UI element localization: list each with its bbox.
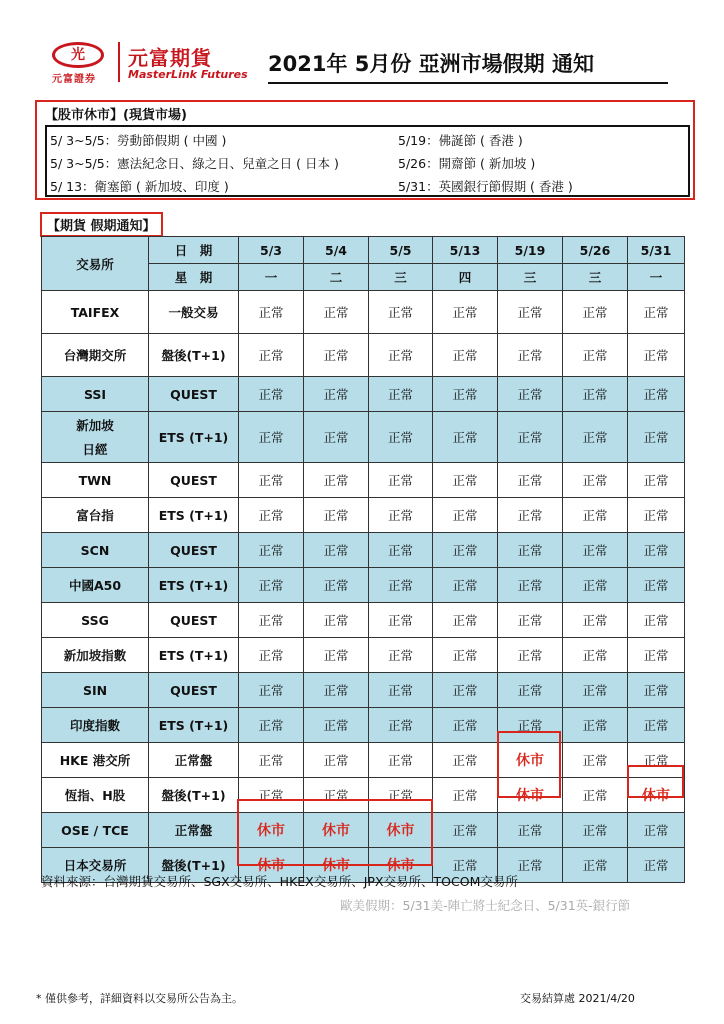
status-open: 正常 [628,603,685,638]
table-row [42,334,685,377]
status-open: 正常 [304,412,369,463]
closure-highlight-hke-0531 [627,765,684,798]
status-open: 正常 [498,568,563,603]
status-open: 正常 [304,291,369,334]
status-open: 正常 [239,603,304,638]
status-open: 正常 [239,638,304,673]
status-open: 正常 [433,813,498,848]
status-open: 正常 [498,813,563,848]
status-open: 正常 [239,463,304,498]
status-open: 正常 [433,778,498,813]
exchange-name-text: 台灣期交所 [63,348,127,363]
exchange-name-text: 印度指數 [69,718,120,733]
exchange-name-text: 新加坡 [76,418,114,433]
status-closed: 休市 [304,848,369,883]
spot-holiday-item: 5/19：佛誕節 ( 香港 ) [398,133,523,148]
table-row [42,377,685,412]
session-type: 正常盤 [149,813,239,848]
status-open: 正常 [628,377,685,412]
closure-highlight-hke-0519 [497,731,561,798]
status-open: 正常 [433,673,498,708]
table-row [42,412,685,463]
exchange-name [42,603,149,638]
table-row [42,291,685,334]
table-row [42,673,685,708]
status-closed: 休市 [239,813,304,848]
exchange-name-text: 日經 [82,442,108,457]
column-header-date: 5/26 [563,237,628,264]
status-open: 正常 [239,673,304,708]
status-open: 正常 [498,673,563,708]
table-row [42,708,685,743]
status-open: 正常 [628,813,685,848]
status-open: 正常 [498,848,563,883]
logo-company-name: 元富期貨 [128,46,212,70]
status-open: 正常 [239,334,304,377]
status-open: 正常 [563,743,628,778]
company-logo-mark: 光 [52,42,104,68]
exchange-name [42,673,149,708]
futures-holiday-table [41,236,685,883]
status-open: 正常 [433,603,498,638]
column-header-exchange: 交易所 [42,237,149,291]
status-open: 正常 [563,568,628,603]
status-open: 正常 [628,673,685,708]
exchange-name [42,377,149,412]
status-closed: 休市 [304,813,369,848]
status-open: 正常 [304,708,369,743]
exchange-name [42,778,149,813]
status-open: 正常 [628,463,685,498]
exchange-name-text: SCN [80,542,110,558]
table-row [42,568,685,603]
status-open: 正常 [239,377,304,412]
status-open: 正常 [304,568,369,603]
spot-market-list [45,125,690,197]
spot-market-heading: 【股市休市】(現貨市場) [45,108,187,123]
status-open: 正常 [498,498,563,533]
session-type: QUEST [149,377,239,412]
status-open: 正常 [369,568,433,603]
status-open: 正常 [304,778,369,813]
status-open: 正常 [498,533,563,568]
status-open: 正常 [498,463,563,498]
status-closed: 休市 [369,848,433,883]
status-closed: 休市 [239,848,304,883]
session-type: ETS (T+1) [149,708,239,743]
status-open: 正常 [628,498,685,533]
exchange-name-text: SSG [81,612,109,628]
exchange-name-text: 恆指、H股 [64,788,126,803]
logo-company-name-en: MasterLink Futures [128,68,248,81]
status-open: 正常 [304,673,369,708]
exchange-name [42,463,149,498]
exchange-name [42,743,149,778]
status-open: 正常 [498,638,563,673]
exchange-name-text: OSE / TCE [61,822,129,838]
table-row [42,498,685,533]
status-open: 正常 [369,673,433,708]
status-open: 正常 [433,412,498,463]
session-type: 正常盤 [149,743,239,778]
status-open: 正常 [433,291,498,334]
exchange-name-text: SIN [82,682,108,698]
session-type: QUEST [149,533,239,568]
session-type: 盤後(T+1) [149,334,239,377]
exchange-name [42,638,149,673]
status-open: 正常 [628,743,685,778]
page-title: 2021年 5月份 亞洲市場假期 通知 [268,48,668,84]
status-open: 正常 [433,334,498,377]
exchange-name-text: 富台指 [76,508,114,523]
status-open: 正常 [563,673,628,708]
status-open: 正常 [563,412,628,463]
status-open: 正常 [628,533,685,568]
status-open: 正常 [369,334,433,377]
status-open: 正常 [304,377,369,412]
status-open: 正常 [628,638,685,673]
exchange-name-text: SSI [83,386,107,402]
column-header-date-label: 日 期 [149,237,239,264]
column-header-weekday: 三 [369,264,433,291]
status-open: 正常 [563,813,628,848]
status-open: 正常 [498,708,563,743]
status-closed: 休市 [628,778,685,813]
spot-holiday-item: 5/26：開齋節 ( 新加坡 ) [398,156,536,171]
status-open: 正常 [628,848,685,883]
status-open: 正常 [563,708,628,743]
status-open: 正常 [304,463,369,498]
table-row [42,638,685,673]
status-open: 正常 [369,638,433,673]
column-header-date: 5/19 [498,237,563,264]
status-open: 正常 [239,533,304,568]
status-open: 正常 [563,498,628,533]
session-type: ETS (T+1) [149,412,239,463]
status-open: 正常 [628,291,685,334]
exchange-name-text: 日本交易所 [63,858,127,873]
exchange-name [42,533,149,568]
status-open: 正常 [304,603,369,638]
status-open: 正常 [563,291,628,334]
spot-holiday-item: 5/ 3~5/5：憲法紀念日、綠之日、兒童之日 ( 日本 ) [50,156,339,171]
status-open: 正常 [563,533,628,568]
status-open: 正常 [628,334,685,377]
status-open: 正常 [563,778,628,813]
status-open: 正常 [304,533,369,568]
status-open: 正常 [433,377,498,412]
status-open: 正常 [239,291,304,334]
exchange-name-text: 中國A50 [68,578,122,593]
overseas-holiday-note: 歐美假期：5/31美-陣亡將士紀念日、5/31英-銀行節 [340,898,631,913]
status-open: 正常 [304,638,369,673]
column-header-weekday: 一 [239,264,304,291]
status-open: 正常 [369,291,433,334]
status-open: 正常 [563,334,628,377]
table-row [42,603,685,638]
column-header-weekday: 二 [304,264,369,291]
session-type: 盤後(T+1) [149,848,239,883]
status-open: 正常 [628,412,685,463]
session-type: QUEST [149,463,239,498]
spot-holiday-item: 5/ 3~5/5：勞動節假期 ( 中國 ) [50,133,227,148]
status-closed: 休市 [369,813,433,848]
status-open: 正常 [239,778,304,813]
table-row [42,743,685,778]
table-row [42,463,685,498]
status-open: 正常 [563,638,628,673]
column-header-weekday: 四 [433,264,498,291]
exchange-name-text: 新加坡指數 [63,648,127,663]
session-type: ETS (T+1) [149,638,239,673]
session-type: 盤後(T+1) [149,778,239,813]
status-open: 正常 [433,638,498,673]
status-open: 正常 [563,603,628,638]
status-open: 正常 [433,568,498,603]
status-open: 正常 [433,498,498,533]
status-open: 正常 [433,533,498,568]
logo-divider [118,42,120,82]
futures-heading: 【期貨 假期通知】 [40,212,163,237]
status-open: 正常 [369,603,433,638]
status-closed: 休市 [498,743,563,778]
column-header-date: 5/13 [433,237,498,264]
column-header-weekday: 三 [563,264,628,291]
status-open: 正常 [498,291,563,334]
data-source-note: 資料來源：台灣期貨交易所、SGX交易所、HKEX交易所、JPX交易所、TOCOM交易所 [41,874,518,889]
exchange-name [42,813,149,848]
status-open: 正常 [433,848,498,883]
status-open: 正常 [304,743,369,778]
table-header-row [42,237,685,264]
status-open: 正常 [563,377,628,412]
exchange-name [42,291,149,334]
closure-highlight-ose-0503-0505 [237,799,433,866]
exchange-name-text: TAIFEX [70,304,120,320]
column-header-date: 5/31 [628,237,685,264]
spot-holiday-item: 5/ 13：衛塞節 ( 新加坡、印度 ) [50,179,229,194]
status-open: 正常 [239,498,304,533]
status-open: 正常 [498,377,563,412]
exchange-name [42,498,149,533]
column-header-date: 5/4 [304,237,369,264]
status-open: 正常 [433,708,498,743]
status-open: 正常 [498,603,563,638]
status-open: 正常 [498,334,563,377]
logo-securities-name: 元富證券 [52,74,96,85]
exchange-name-text: HKE 港交所 [59,753,131,768]
status-open: 正常 [369,377,433,412]
status-open: 正常 [369,498,433,533]
column-header-weekday-label: 星 期 [149,264,239,291]
session-type: ETS (T+1) [149,568,239,603]
status-open: 正常 [239,743,304,778]
status-open: 正常 [369,463,433,498]
session-type: 一般交易 [149,291,239,334]
status-open: 正常 [369,533,433,568]
exchange-name [42,412,149,463]
status-open: 正常 [239,568,304,603]
status-open: 正常 [433,743,498,778]
exchange-name-text: TWN [78,472,112,488]
exchange-name [42,334,149,377]
column-header-date: 5/5 [369,237,433,264]
status-open: 正常 [563,463,628,498]
session-type: QUEST [149,673,239,708]
status-open: 正常 [369,412,433,463]
status-open: 正常 [369,708,433,743]
status-open: 正常 [563,848,628,883]
status-open: 正常 [304,334,369,377]
column-header-date: 5/3 [239,237,304,264]
status-open: 正常 [304,498,369,533]
status-open: 正常 [239,708,304,743]
status-open: 正常 [628,568,685,603]
status-open: 正常 [433,463,498,498]
column-header-weekday: 一 [628,264,685,291]
status-closed: 休市 [498,778,563,813]
disclaimer-note: * 僅供參考，詳細資料以交易所公告為主。 [36,992,243,1005]
status-open: 正常 [498,412,563,463]
session-type: QUEST [149,603,239,638]
column-header-weekday: 三 [498,264,563,291]
status-open: 正常 [239,412,304,463]
status-open: 正常 [628,708,685,743]
status-open: 正常 [369,778,433,813]
spot-holiday-item: 5/31：英國銀行節假期 ( 香港 ) [398,179,573,194]
exchange-name [42,708,149,743]
session-type: ETS (T+1) [149,498,239,533]
exchange-name [42,568,149,603]
table-row [42,533,685,568]
department-date: 交易結算處 2021/4/20 [520,992,635,1005]
status-open: 正常 [369,743,433,778]
